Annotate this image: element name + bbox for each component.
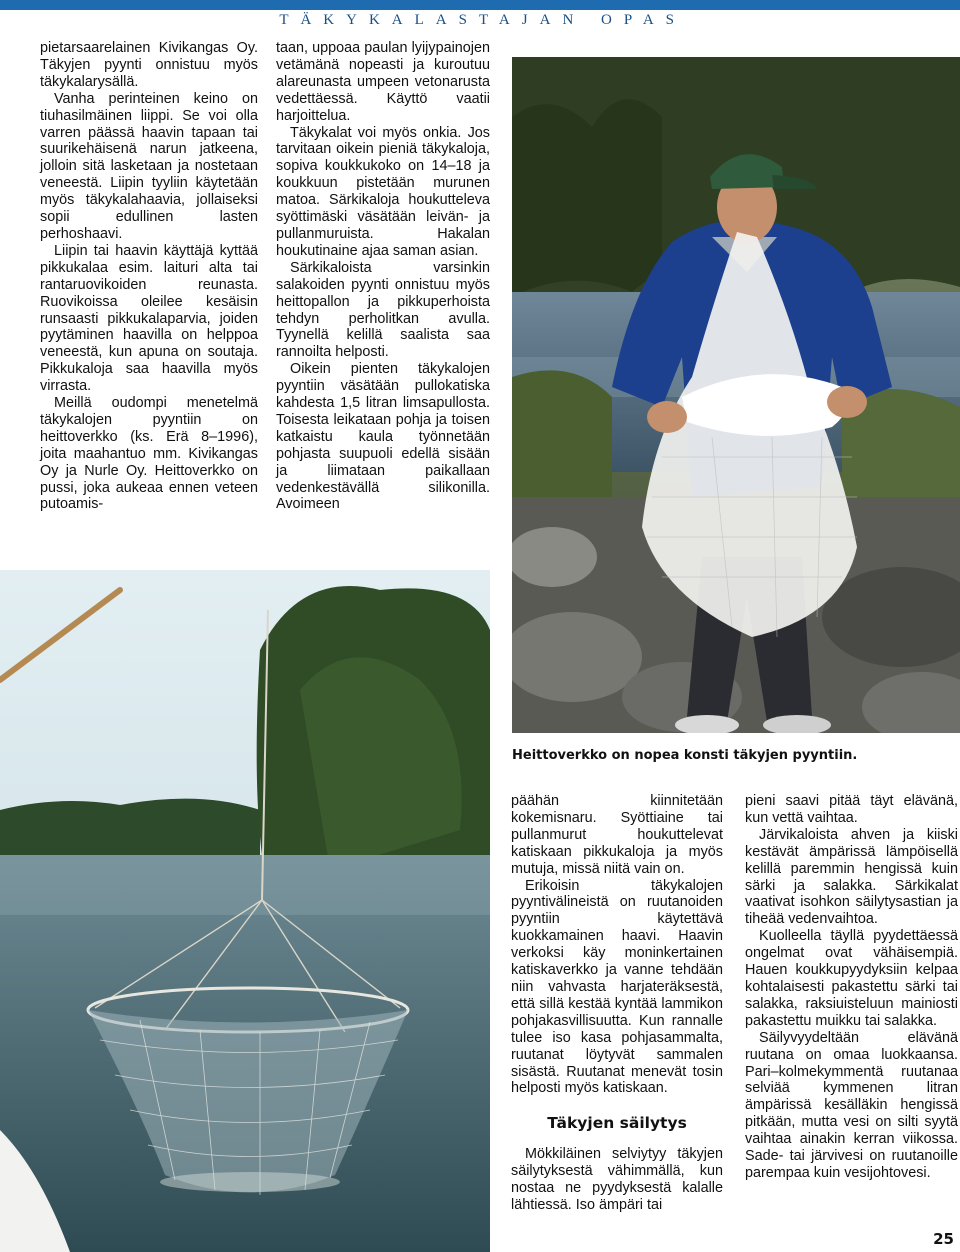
paragraph: Vanha perinteinen keino on tiuhasilmäinen liippi. Se voi olla varren päässä haavin tapaan tai suurikehäisenä narun jatkeena, jolloin sitä lasketaan ja nostetaan veneestä. Liipin tyyliin käytetään myös täkykalahaavia, jollaiseksi sopii edullinen lasten perhoshaavi. [40, 90, 258, 242]
paragraph: taan, uppoaa paulan lyijypainojen vetämänä nopeasti ja kuroutuu alareunasta umpeen vetonarusta vedettäessä. Käyttö vaatii harjoittelua. [276, 40, 490, 124]
page-number: 25 [933, 1230, 954, 1248]
text-column-2 [276, 40, 490, 513]
paragraph: Meillä oudompi menetelmä täkykalojen pyyntiin on heittoverkko (ks. Erä 8–1996), joita maahantuo mm. Kivikangas Oy ja Nurle Oy. Heittoverkko on pussi, joka aukeaa ennen veteen putoamis- [40, 395, 258, 513]
photo-caption: Heittoverkko on nopea konsti täkyjen pyyntiin. [512, 748, 858, 763]
text-column-4 [745, 793, 958, 1182]
photo-landing-net-illustration [0, 570, 490, 1252]
running-header: TÄKYKALASTAJAN OPAS [279, 12, 686, 28]
text-column-3 [511, 793, 723, 1214]
paragraph: Liipin tai haavin käyttäjä kyttää pikkukalaa esim. laituri alta tai rantaruovikoiden reunasta. Ruovikoissa oleilee kesäisin runsaasti pikkukalaparvia, joiden pyytäminen haavilla on helppoa veneestä, kun apuna on soutaja. Pikkukaloja saa haavilla myös virrasta. [40, 242, 258, 395]
text-column-1 [40, 40, 258, 513]
paragraph: Kuolleella täyllä pyydettäessä ongelmat ovat vähäisempiä. Hauen koukkupyydyksiin kelpaa kohtalaisesti pakastettu särki tai salakka, raksiuisteluun mainiosti pakastettu muikku tai salakka. [745, 928, 958, 1029]
paragraph: pietarsaarelainen Kivikangas Oy. Täkyjen pyynti onnistuu myös täkykalarysällä. [40, 40, 258, 90]
paragraph: pieni saavi pitää täyt elävänä, kun vettä vaihtaa. [745, 793, 958, 826]
paragraph: Särkikaloista varsinkin salakoiden pyynti onnistuu myös heittopallon ja pikkuperhoista tehdyn perholitkan avulla. Tyynellä kelillä saalista saa rannoilta helposti. [276, 259, 490, 361]
paragraph: Säilyvyydeltään elävänä ruutana on omaa luokkaansa. Pari–kolmekymmentä ruutanaa selviää kymmenen litran ämpärissä kesälläkin hengissä pitkään, mutta vesi on silti syytä vaihtaa ainakin kerran viikossa. Sade- tai järvivesi on ruutanoille parempaa kuin vesijohtovesi. [745, 1029, 958, 1181]
header-rule [0, 0, 960, 10]
paragraph: päähän kiinnitetään kokemisnaru. Syöttiaine tai pullanmurut houkuttelevat katiskaan pikkukaloja ja myös mutuja, missä niitä vain on. [511, 793, 723, 877]
section-subheading: Täkyjen säilytys [547, 1114, 687, 1133]
paragraph: Oikein pienten täkykalojen pyyntiin väsätään pullokatiska kahdesta 1,5 litran limsapullosta. Toisesta leikataan pohja ja toisen katkaistu kaula työnnetään pohjasta suupuoli edellä sisään ja liimataan paikallaan vedenkestävällä silikonilla. Avoimeen [276, 361, 490, 513]
paragraph: Mökkiläinen selviytyy täkyjen säilytyksestä vähimmällä, kun nostaa ne pyydyksestä kalalle lähtiessä. Iso ämpäri tai [511, 1146, 723, 1213]
photo-cast-net-fisherman [512, 57, 960, 733]
paragraph: Erikoisin täkykalojen pyyntivälineistä on ruutanoiden pyyntiin käytettävä kuokkamainen haavi. Haavin verkoksi käy moninkertainen katiskaverkko ja vanne tehdään niin vahvasta harjateräksestä, että sillä kestää kyntää lammikon pohjakasvillisuutta. Kun rannalle tulee iso kasa pohjasammalta, ruutanat löytyvät sammalen sisästä. Ruutanat menevät tosin helposti myös katiskaan. [511, 877, 723, 1097]
paragraph: Järvikaloista ahven ja kiiski kestävät ämpärissä lämpöisellä kelillä paremmin hengissä kuin särki ja salakka. Särkikalat vaativat isohkon säilytysastian ja tiheää vedenvaihtoa. [745, 826, 958, 928]
photo-cast-net-illustration [512, 57, 960, 733]
paragraph: Täkykalat voi myös onkia. Jos tarvitaan oikein pieniä täkykaloja, sopiva koukkukoko on 14–18 ja koukkuun pistetään murunen matoa. Särkikaloja houkutteleva syöttimäski väsätään leivän- ja pullanmuruista. Hakalan houkutinaine ajaa saman asian. [276, 124, 490, 259]
photo-landing-net-lake [0, 570, 490, 1252]
